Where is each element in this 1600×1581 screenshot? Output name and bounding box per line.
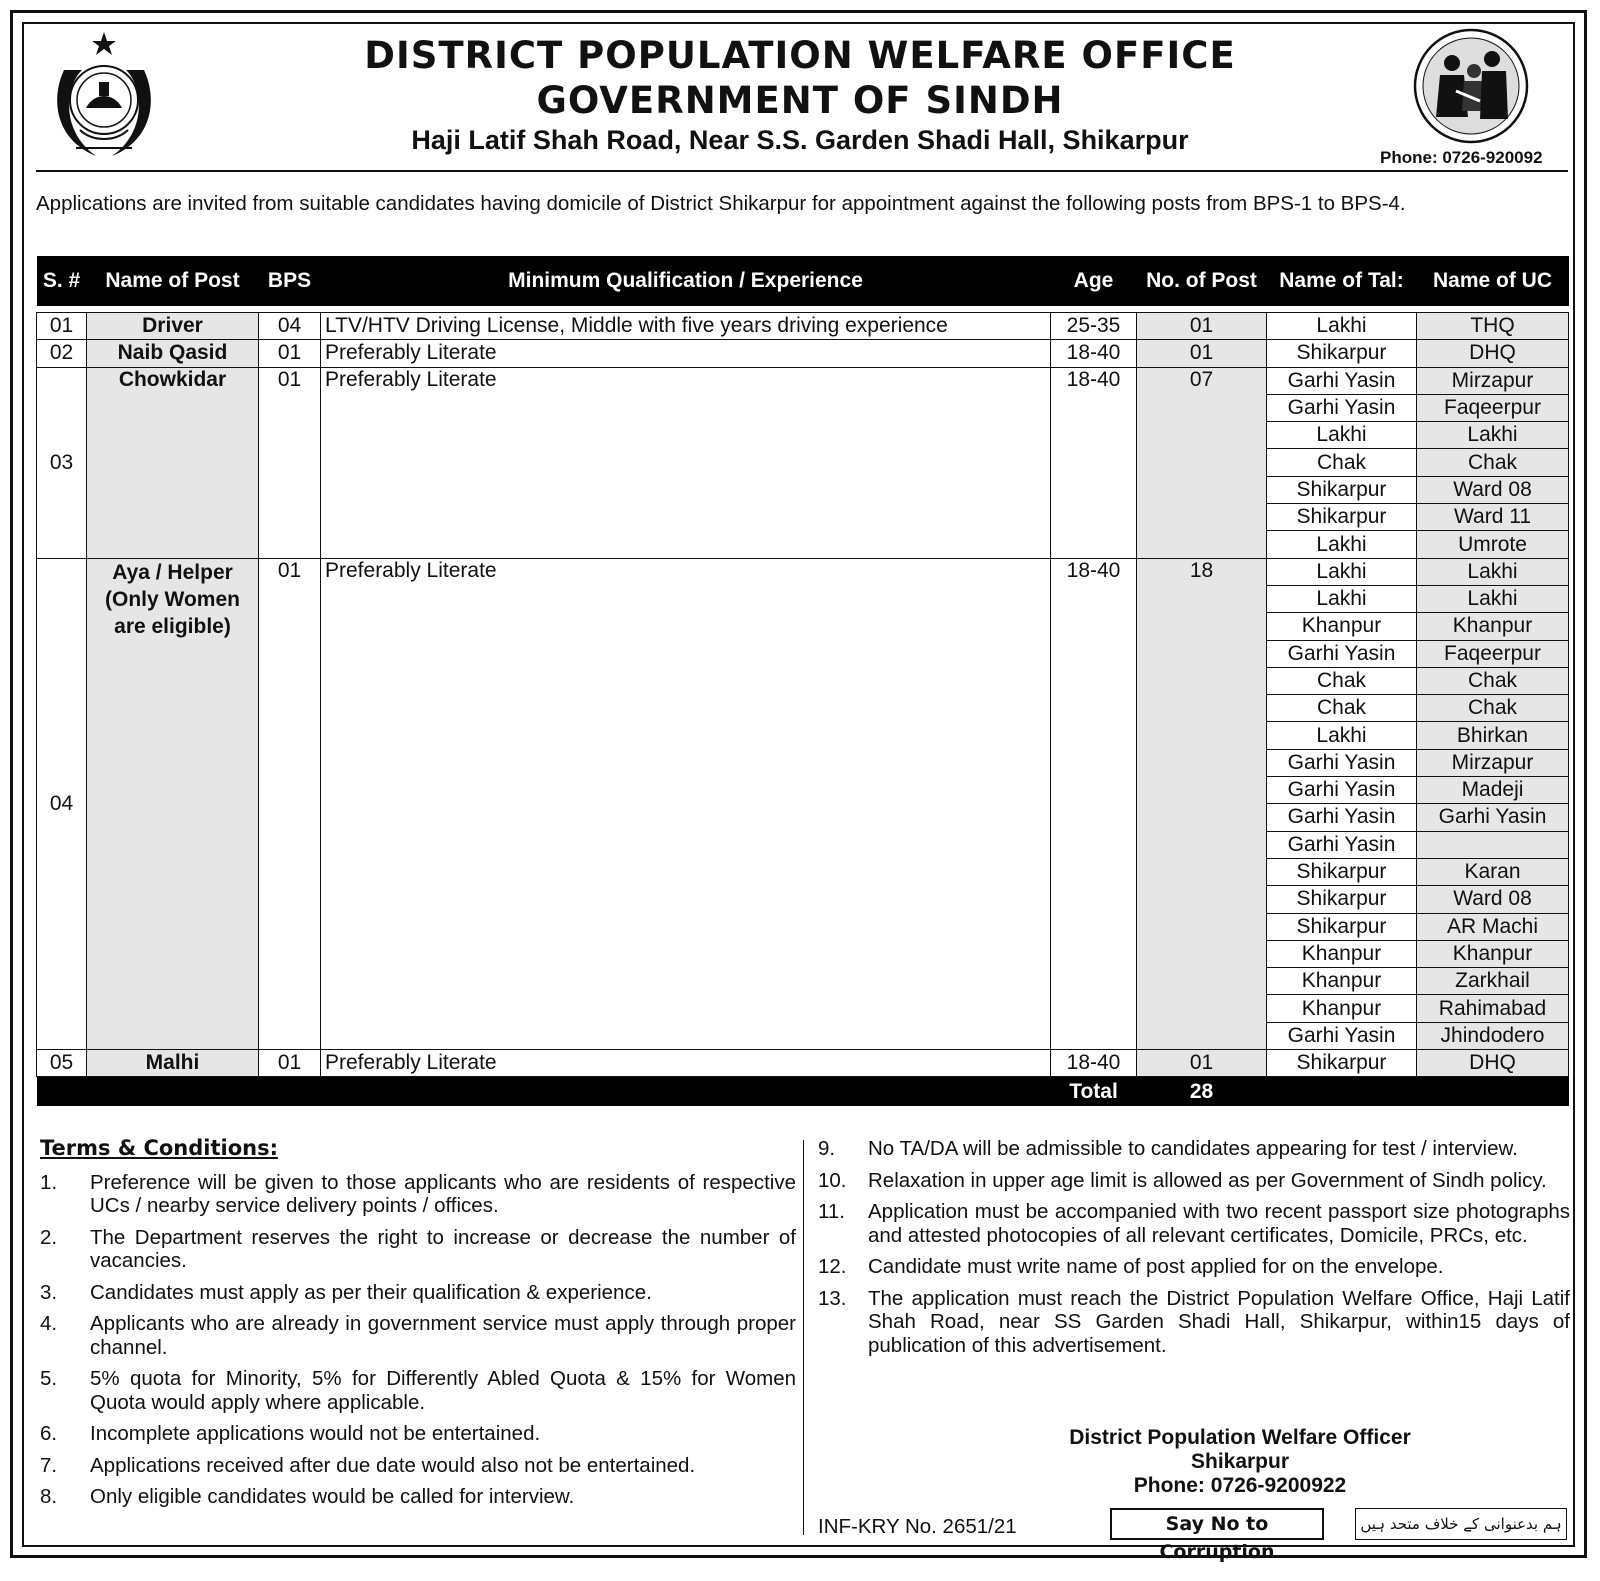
cell-uc: Garhi Yasin bbox=[1417, 804, 1569, 831]
cell-qualification: Preferably Literate bbox=[321, 340, 1051, 367]
terms-right-column bbox=[818, 1137, 1570, 1365]
cell-bps: 04 bbox=[259, 313, 321, 340]
term-item bbox=[818, 1200, 1570, 1247]
cell-taluka: Shikarpur bbox=[1267, 913, 1417, 940]
cell-post-name: Aya / Helper (Only Women are eligible) bbox=[87, 558, 259, 1049]
cell-taluka: Shikarpur bbox=[1267, 858, 1417, 885]
term-item bbox=[36, 1485, 796, 1509]
cell-taluka: Lakhi bbox=[1267, 313, 1417, 340]
cell-uc: DHQ bbox=[1417, 340, 1569, 367]
header-uc: Name of UC bbox=[1417, 256, 1569, 306]
term-number: 10. bbox=[818, 1168, 847, 1192]
term-number: 8. bbox=[40, 1485, 58, 1508]
term-number: 11. bbox=[818, 1200, 845, 1223]
cell-taluka: Lakhi bbox=[1267, 558, 1417, 585]
terms-title: Terms & Conditions: bbox=[40, 1136, 278, 1160]
term-text: The Department reserves the right to increase or decrease the number of vacancies. bbox=[90, 1225, 796, 1272]
header-age: Age bbox=[1051, 256, 1137, 306]
term-number: 5. bbox=[40, 1367, 58, 1390]
office-address: Haji Latif Shah Road, Near S.S. Garden Shadi Hall, Shikarpur bbox=[411, 125, 1189, 155]
cell-taluka: Khanpur bbox=[1267, 940, 1417, 967]
cell-uc: Ward 08 bbox=[1417, 476, 1569, 503]
cell-uc: Chak bbox=[1417, 449, 1569, 476]
term-item bbox=[36, 1367, 796, 1414]
term-item bbox=[36, 1281, 796, 1305]
term-item bbox=[36, 1312, 796, 1359]
cell-uc: Chak bbox=[1417, 667, 1569, 694]
table-row bbox=[37, 1050, 1569, 1077]
cell-uc: Mirzapur bbox=[1417, 367, 1569, 394]
cell-post-name: Naib Qasid bbox=[87, 340, 259, 367]
header-post-name: Name of Post bbox=[87, 256, 259, 306]
term-number: 7. bbox=[40, 1453, 58, 1477]
header-post-count: No. of Post bbox=[1137, 256, 1267, 306]
cell-bps: 01 bbox=[259, 558, 321, 1049]
cell-taluka: Khanpur bbox=[1267, 968, 1417, 995]
cell-taluka: Garhi Yasin bbox=[1267, 1022, 1417, 1049]
header-divider bbox=[36, 170, 1568, 172]
cell-taluka: Garhi Yasin bbox=[1267, 367, 1417, 394]
urdu-slogan-box: ہم بدعنوانی کے خلاف متحد ہیں bbox=[1355, 1508, 1567, 1540]
cell-sno: 04 bbox=[37, 558, 87, 1049]
header-qualification: Minimum Qualification / Experience bbox=[321, 256, 1051, 306]
cell-uc: Umrote bbox=[1417, 531, 1569, 558]
cell-age: 18-40 bbox=[1051, 558, 1137, 1049]
cell-age: 25-35 bbox=[1051, 313, 1137, 340]
vacancy-table bbox=[36, 256, 1569, 1106]
cell-uc: Bhirkan bbox=[1417, 722, 1569, 749]
cell-post-count: 01 bbox=[1137, 340, 1267, 367]
cell-taluka: Khanpur bbox=[1267, 613, 1417, 640]
term-number: 9. bbox=[818, 1137, 836, 1160]
term-item bbox=[818, 1287, 1570, 1358]
term-number: 4. bbox=[40, 1312, 58, 1335]
signatory-place: Shikarpur bbox=[1190, 1450, 1290, 1473]
cell-taluka: Shikarpur bbox=[1267, 886, 1417, 913]
term-text: No TA/DA will be admissible to candidates appearing for test / interview. bbox=[868, 1137, 1518, 1160]
cell-uc: Jhindodero bbox=[1417, 1022, 1569, 1049]
term-text: Applications received after due date would also not be entertained. bbox=[90, 1453, 696, 1477]
cell-qualification: LTV/HTV Driving License, Middle with five years driving experience bbox=[321, 313, 1051, 340]
cell-uc: Ward 08 bbox=[1417, 886, 1569, 913]
intro-paragraph: Applications are invited from suitable candidates having domicile of District Shikarpur for appointment against the following posts from BPS-1 to BPS-4. bbox=[36, 192, 1406, 215]
cell-uc: Mirzapur bbox=[1417, 749, 1569, 776]
anti-corruption-badge: Say No to Corruption bbox=[1110, 1508, 1324, 1540]
term-text: Application must be accompanied with two recent passport size photographs and attested photocopies of all relevant certificates, Domicile, PRCs, etc. bbox=[868, 1200, 1570, 1247]
term-text: 5% quota for Minority, 5% for Differently Abled Quota & 15% for Women Quota would apply where applicable. bbox=[90, 1367, 796, 1414]
term-number: 12. bbox=[818, 1255, 847, 1278]
terms-column-divider bbox=[803, 1140, 804, 1535]
cell-taluka: Lakhi bbox=[1267, 531, 1417, 558]
cell-taluka: Shikarpur bbox=[1267, 504, 1417, 531]
header-sno: S. # bbox=[37, 256, 87, 306]
term-item bbox=[36, 1422, 796, 1446]
cell-uc: Faqeerpur bbox=[1417, 640, 1569, 667]
cell-taluka: Garhi Yasin bbox=[1267, 640, 1417, 667]
table-row bbox=[37, 340, 1569, 367]
table-row bbox=[37, 313, 1569, 340]
cell-post-count: 18 bbox=[1137, 558, 1267, 1049]
term-text: Only eligible candidates would be called for interview. bbox=[90, 1485, 575, 1508]
cell-uc: AR Machi bbox=[1417, 913, 1569, 940]
cell-post-count: 07 bbox=[1137, 367, 1267, 558]
cell-age: 18-40 bbox=[1051, 340, 1137, 367]
term-number: 2. bbox=[40, 1225, 58, 1249]
cell-bps: 01 bbox=[259, 1050, 321, 1077]
cell-taluka: Chak bbox=[1267, 449, 1417, 476]
cell-post-count: 01 bbox=[1137, 313, 1267, 340]
term-number: 3. bbox=[40, 1280, 58, 1304]
cell-uc bbox=[1417, 831, 1569, 858]
cell-post-count: 01 bbox=[1137, 1050, 1267, 1077]
cell-uc: Chak bbox=[1417, 695, 1569, 722]
table-row bbox=[37, 367, 1569, 394]
total-blank-cell bbox=[37, 1077, 1051, 1107]
cell-taluka: Garhi Yasin bbox=[1267, 804, 1417, 831]
government-title: GOVERNMENT OF SINDH bbox=[536, 79, 1064, 122]
office-title: DISTRICT POPULATION WELFARE OFFICE bbox=[364, 34, 1236, 77]
cell-taluka: Khanpur bbox=[1267, 995, 1417, 1022]
cell-uc: THQ bbox=[1417, 313, 1569, 340]
cell-age: 18-40 bbox=[1051, 367, 1137, 558]
cell-uc: Lakhi bbox=[1417, 558, 1569, 585]
term-item bbox=[36, 1226, 796, 1273]
cell-taluka: Garhi Yasin bbox=[1267, 777, 1417, 804]
cell-taluka: Chak bbox=[1267, 667, 1417, 694]
cell-taluka: Shikarpur bbox=[1267, 476, 1417, 503]
term-number: 6. bbox=[40, 1422, 58, 1445]
cell-uc: Khanpur bbox=[1417, 940, 1569, 967]
cell-uc: Faqeerpur bbox=[1417, 394, 1569, 421]
cell-uc: Lakhi bbox=[1417, 585, 1569, 612]
cell-taluka: Garhi Yasin bbox=[1267, 749, 1417, 776]
cell-taluka: Shikarpur bbox=[1267, 340, 1417, 367]
terms-left-column bbox=[36, 1137, 796, 1517]
cell-bps: 01 bbox=[259, 367, 321, 558]
term-text: Candidate must write name of post applied for on the envelope. bbox=[868, 1255, 1444, 1278]
cell-sno: 02 bbox=[37, 340, 87, 367]
cell-taluka: Garhi Yasin bbox=[1267, 831, 1417, 858]
cell-taluka: Garhi Yasin bbox=[1267, 394, 1417, 421]
term-text: Candidates must apply as per their qualification & experience. bbox=[90, 1280, 652, 1304]
cell-uc: Khanpur bbox=[1417, 613, 1569, 640]
header-bps: BPS bbox=[259, 256, 321, 306]
cell-uc: Madeji bbox=[1417, 777, 1569, 804]
term-item bbox=[36, 1171, 796, 1218]
term-number: 1. bbox=[40, 1170, 58, 1194]
cell-uc: Ward 11 bbox=[1417, 504, 1569, 531]
term-item bbox=[818, 1255, 1570, 1279]
inf-number: INF-KRY No. 2651/21 bbox=[818, 1515, 1017, 1538]
cell-post-name: Malhi bbox=[87, 1050, 259, 1077]
cell-qualification: Preferably Literate bbox=[321, 367, 1051, 558]
cell-post-name: Chowkidar bbox=[87, 367, 259, 558]
table-row bbox=[37, 558, 1569, 585]
cell-taluka: Lakhi bbox=[1267, 722, 1417, 749]
total-value: 28 bbox=[1137, 1077, 1267, 1107]
office-phone: Phone: 0726-920092 bbox=[1380, 148, 1543, 167]
cell-bps: 01 bbox=[259, 340, 321, 367]
cell-uc: DHQ bbox=[1417, 1050, 1569, 1077]
signatory-phone: Phone: 0726-9200922 bbox=[1133, 1474, 1347, 1497]
cell-taluka: Shikarpur bbox=[1267, 1050, 1417, 1077]
cell-uc: Rahimabad bbox=[1417, 995, 1569, 1022]
term-number: 13. bbox=[818, 1286, 847, 1310]
cell-uc: Lakhi bbox=[1417, 422, 1569, 449]
cell-qualification: Preferably Literate bbox=[321, 1050, 1051, 1077]
cell-age: 18-40 bbox=[1051, 1050, 1137, 1077]
cell-taluka: Lakhi bbox=[1267, 585, 1417, 612]
header-taluka: Name of Tal: bbox=[1267, 256, 1417, 306]
term-text: Applicants who are already in government service must apply through proper channel. bbox=[90, 1312, 796, 1359]
cell-sno: 03 bbox=[37, 367, 87, 558]
total-blank-cell bbox=[1267, 1077, 1569, 1107]
cell-uc: Karan bbox=[1417, 858, 1569, 885]
cell-taluka: Lakhi bbox=[1267, 422, 1417, 449]
term-text: Incomplete applications would not be entertained. bbox=[90, 1422, 541, 1445]
signatory-title: District Population Welfare Officer bbox=[1069, 1426, 1411, 1449]
term-text: The application must reach the District Population Welfare Office, Haji Latif Shah Road, near SS Garden Shadi Hall, Shikarpur, within15 days of publication of this advertisement. bbox=[868, 1286, 1570, 1357]
cell-taluka: Chak bbox=[1267, 695, 1417, 722]
cell-post-name: Driver bbox=[87, 313, 259, 340]
cell-sno: 01 bbox=[37, 313, 87, 340]
term-text: Preference will be given to those applicants who are residents of respective UCs / nearby service delivery points / offices. bbox=[90, 1170, 796, 1217]
term-item bbox=[818, 1169, 1570, 1193]
table-header-row bbox=[37, 256, 1569, 306]
cell-uc: Zarkhail bbox=[1417, 968, 1569, 995]
total-label: Total bbox=[1051, 1077, 1137, 1107]
cell-qualification: Preferably Literate bbox=[321, 558, 1051, 1049]
total-row bbox=[37, 1077, 1569, 1107]
cell-sno: 05 bbox=[37, 1050, 87, 1077]
term-item bbox=[36, 1454, 796, 1478]
term-item bbox=[818, 1137, 1570, 1161]
term-text: Relaxation in upper age limit is allowed as per Government of Sindh policy. bbox=[868, 1168, 1547, 1192]
